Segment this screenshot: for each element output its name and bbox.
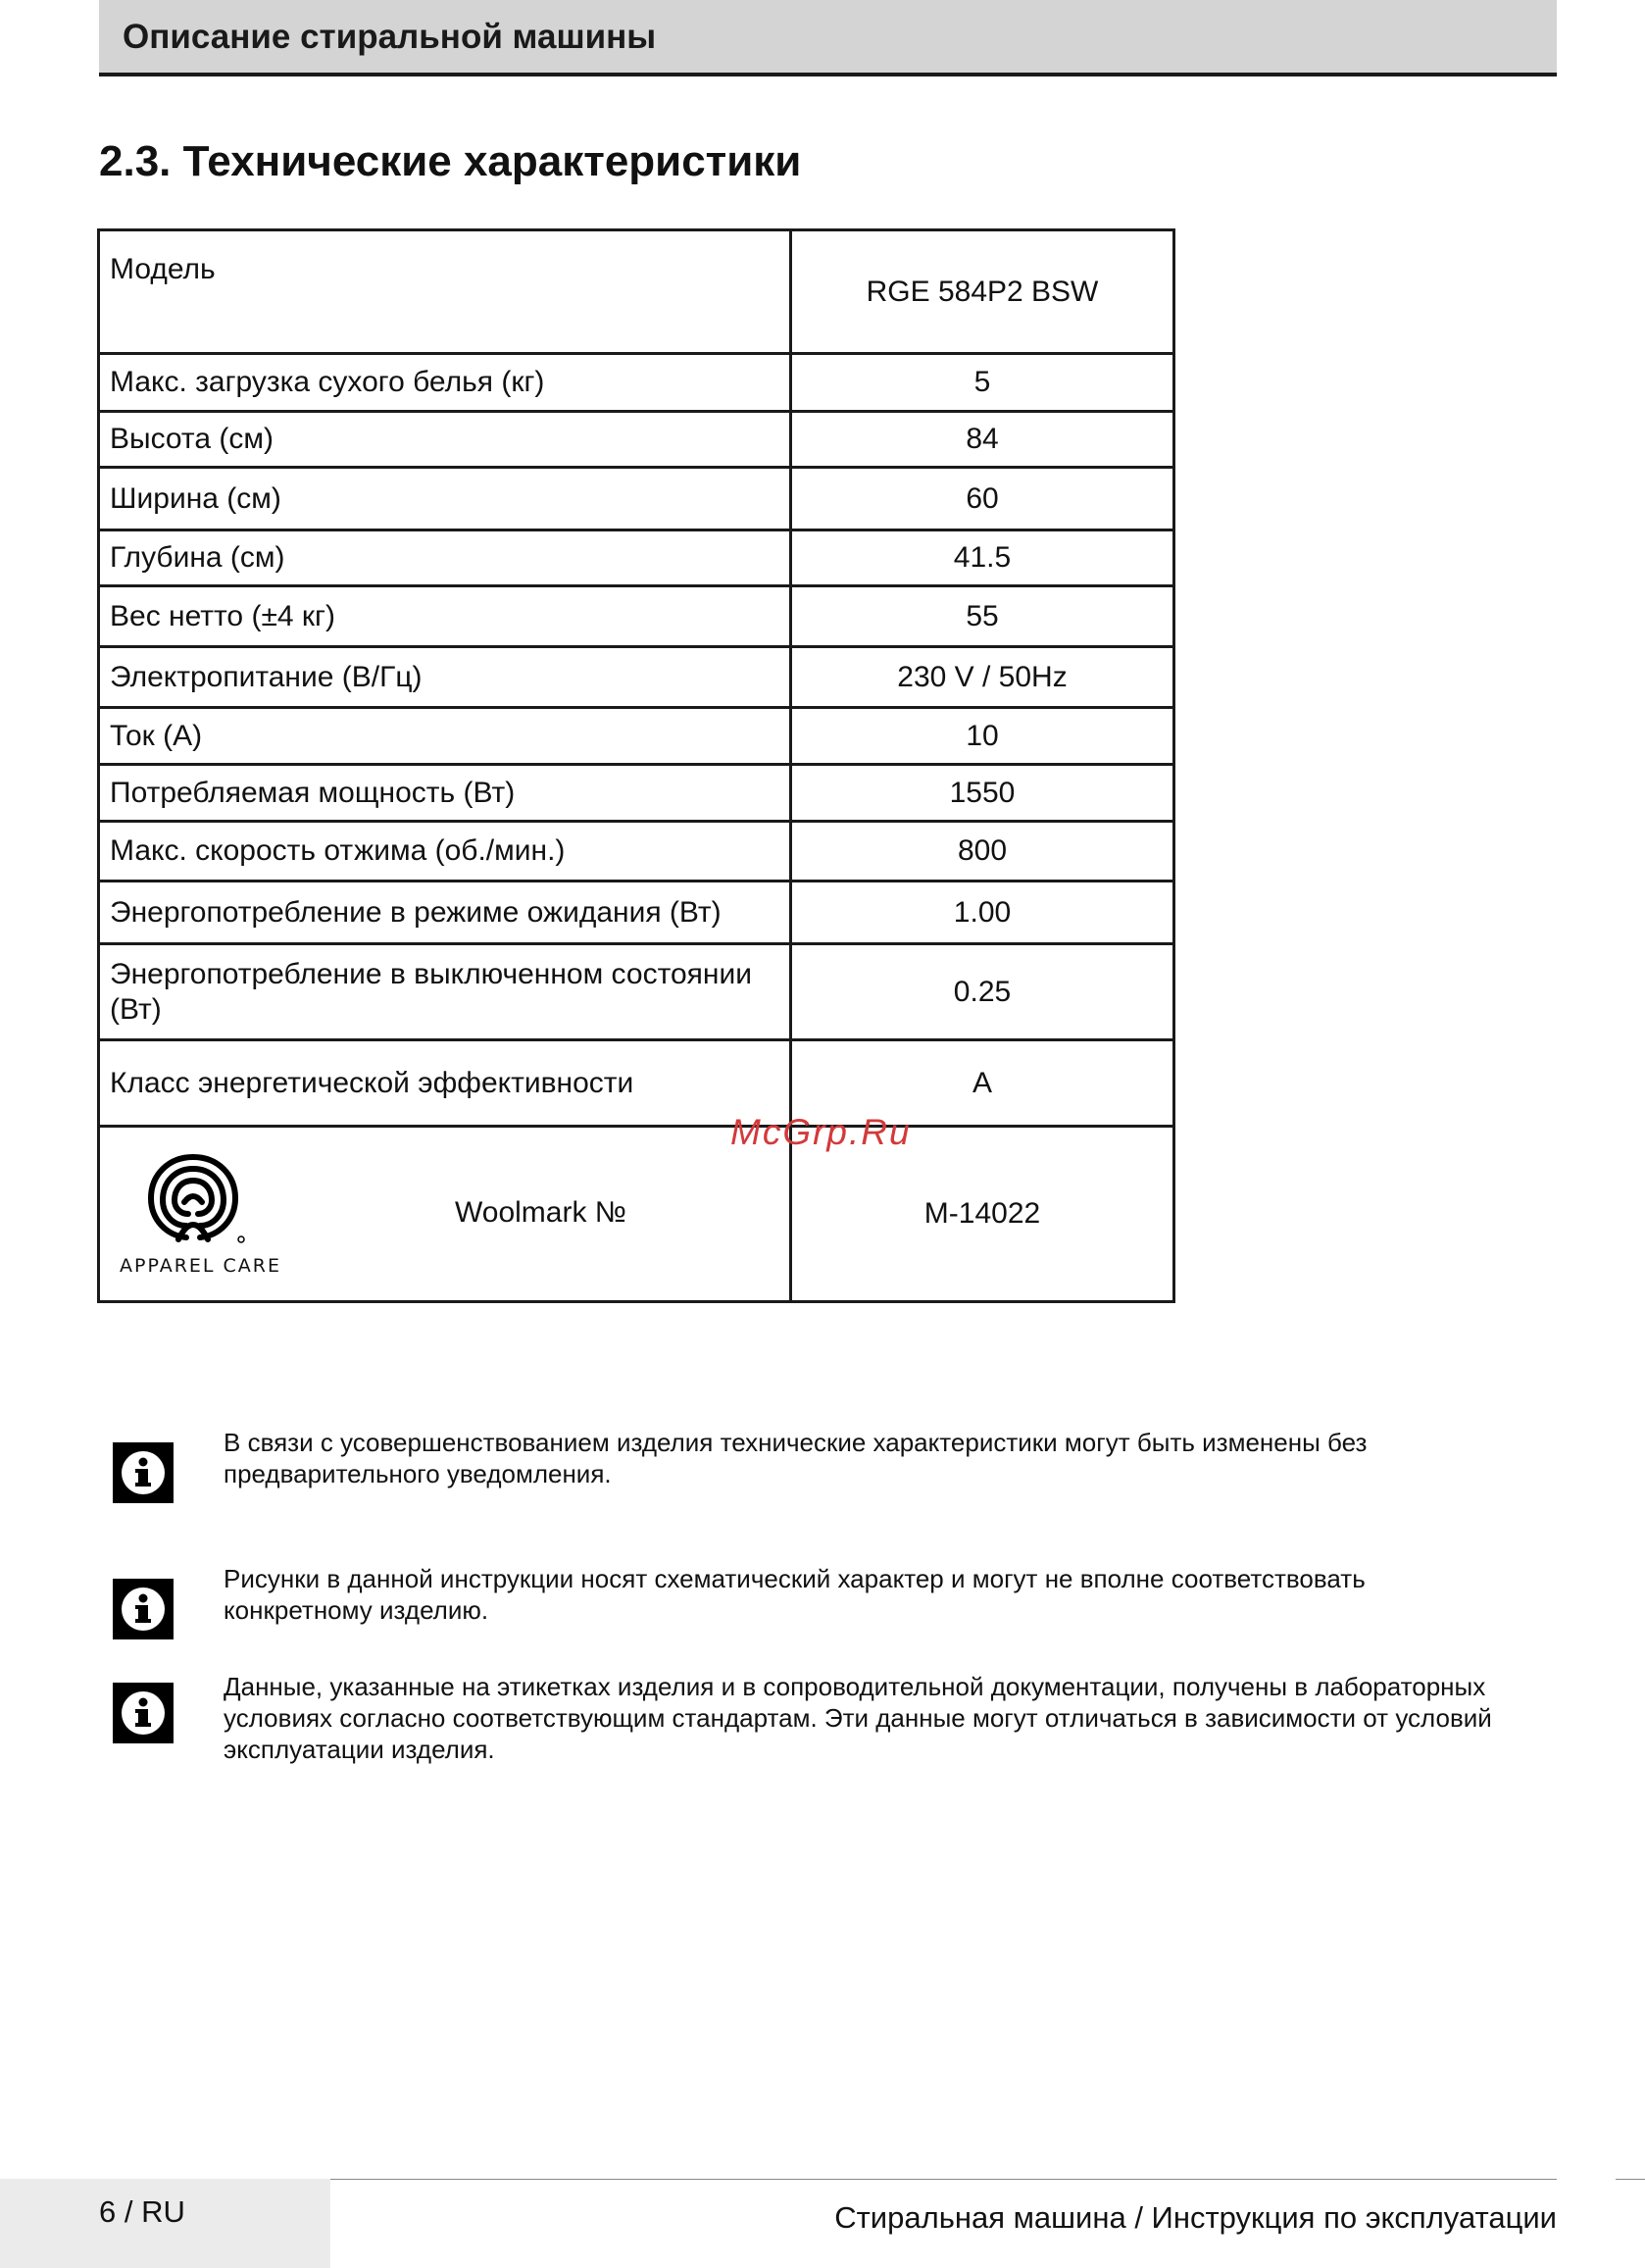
footer-document-title: Стиральная машина / Инструкция по эксплуатации — [834, 2200, 1557, 2235]
apparel-care-caption: APPAREL CARE — [120, 1255, 281, 1277]
woolmark-cell — [99, 1127, 791, 1302]
specifications-table — [97, 228, 1175, 1303]
page-number: 6 / RU — [99, 2194, 185, 2229]
woolmark-logo — [120, 1151, 281, 1277]
spec-value: 230 V / 50Hz — [791, 647, 1174, 708]
spec-value: 55 — [791, 586, 1174, 647]
spec-value: A — [791, 1040, 1174, 1127]
woolmark-value: M-14022 — [791, 1127, 1174, 1302]
table-row — [99, 230, 1174, 354]
spec-label: Высота (см) — [99, 412, 791, 468]
spec-value: 41.5 — [791, 530, 1174, 586]
spec-label: Модель — [99, 230, 791, 354]
note-text: В связи с усовершенствованием изделия технические характеристики могут быть изменены без предварительного уведомления. — [224, 1428, 1368, 1488]
spec-label: Энергопотребление в выключенном состоянии (Вт) — [99, 944, 791, 1040]
section-title: 2.3. Технические характеристики — [99, 137, 802, 185]
footer-divider — [1616, 2179, 1645, 2180]
spec-value: RGE 584P2 BSW — [791, 230, 1174, 354]
header-bar — [99, 0, 1557, 76]
spec-label: Вес нетто (±4 кг) — [99, 586, 791, 647]
footer-divider — [330, 2179, 1557, 2180]
table-row — [99, 530, 1174, 586]
spec-value: 1550 — [791, 765, 1174, 822]
info-icon — [113, 1579, 174, 1639]
spec-label: Ток (A) — [99, 708, 791, 765]
table-row — [99, 647, 1174, 708]
table-row — [99, 354, 1174, 412]
table-row — [99, 412, 1174, 468]
table-row — [99, 468, 1174, 530]
spec-value: 84 — [791, 412, 1174, 468]
spec-label: Потребляемая мощность (Вт) — [99, 765, 791, 822]
spec-label: Ширина (см) — [99, 468, 791, 530]
woolmark-icon — [139, 1151, 247, 1245]
spec-value: 10 — [791, 708, 1174, 765]
spec-label: Макс. загрузка сухого белья (кг) — [99, 354, 791, 412]
spec-value: 1.00 — [791, 882, 1174, 944]
info-icon — [113, 1442, 174, 1503]
info-icon — [113, 1683, 174, 1743]
spec-value: 5 — [791, 354, 1174, 412]
spec-label: Электропитание (В/Гц) — [99, 647, 791, 708]
spec-label: Макс. скорость отжима (об./мин.) — [99, 822, 791, 882]
spec-value: 800 — [791, 822, 1174, 882]
table-row — [99, 882, 1174, 944]
spec-value: 60 — [791, 468, 1174, 530]
table-row — [99, 822, 1174, 882]
note-text: Рисунки в данной инструкции носят схематический характер и могут не вполне соответствовать конкретному изделию. — [224, 1564, 1366, 1625]
table-row — [99, 586, 1174, 647]
table-row — [99, 1127, 1174, 1302]
spec-label: Глубина (см) — [99, 530, 791, 586]
woolmark-label: Woolmark № — [455, 1196, 626, 1229]
table-row — [99, 765, 1174, 822]
watermark: McGrp.Ru — [730, 1112, 912, 1152]
table-row — [99, 708, 1174, 765]
chapter-title: Описание стиральной машины — [123, 18, 657, 56]
table-row — [99, 944, 1174, 1040]
note-text: Данные, указанные на этикетках изделия и в сопроводительной документации, получены в лабораторных условиях согласно соответствующим стандартам. Эти данные могут отличаться в зависимости от условий эксплуатации изделия. — [224, 1672, 1492, 1764]
spec-value: 0.25 — [791, 944, 1174, 1040]
spec-label: Энергопотребление в режиме ожидания (Вт) — [99, 882, 791, 944]
spec-label: Класс энергетической эффективности — [99, 1040, 791, 1127]
table-row — [99, 1040, 1174, 1127]
